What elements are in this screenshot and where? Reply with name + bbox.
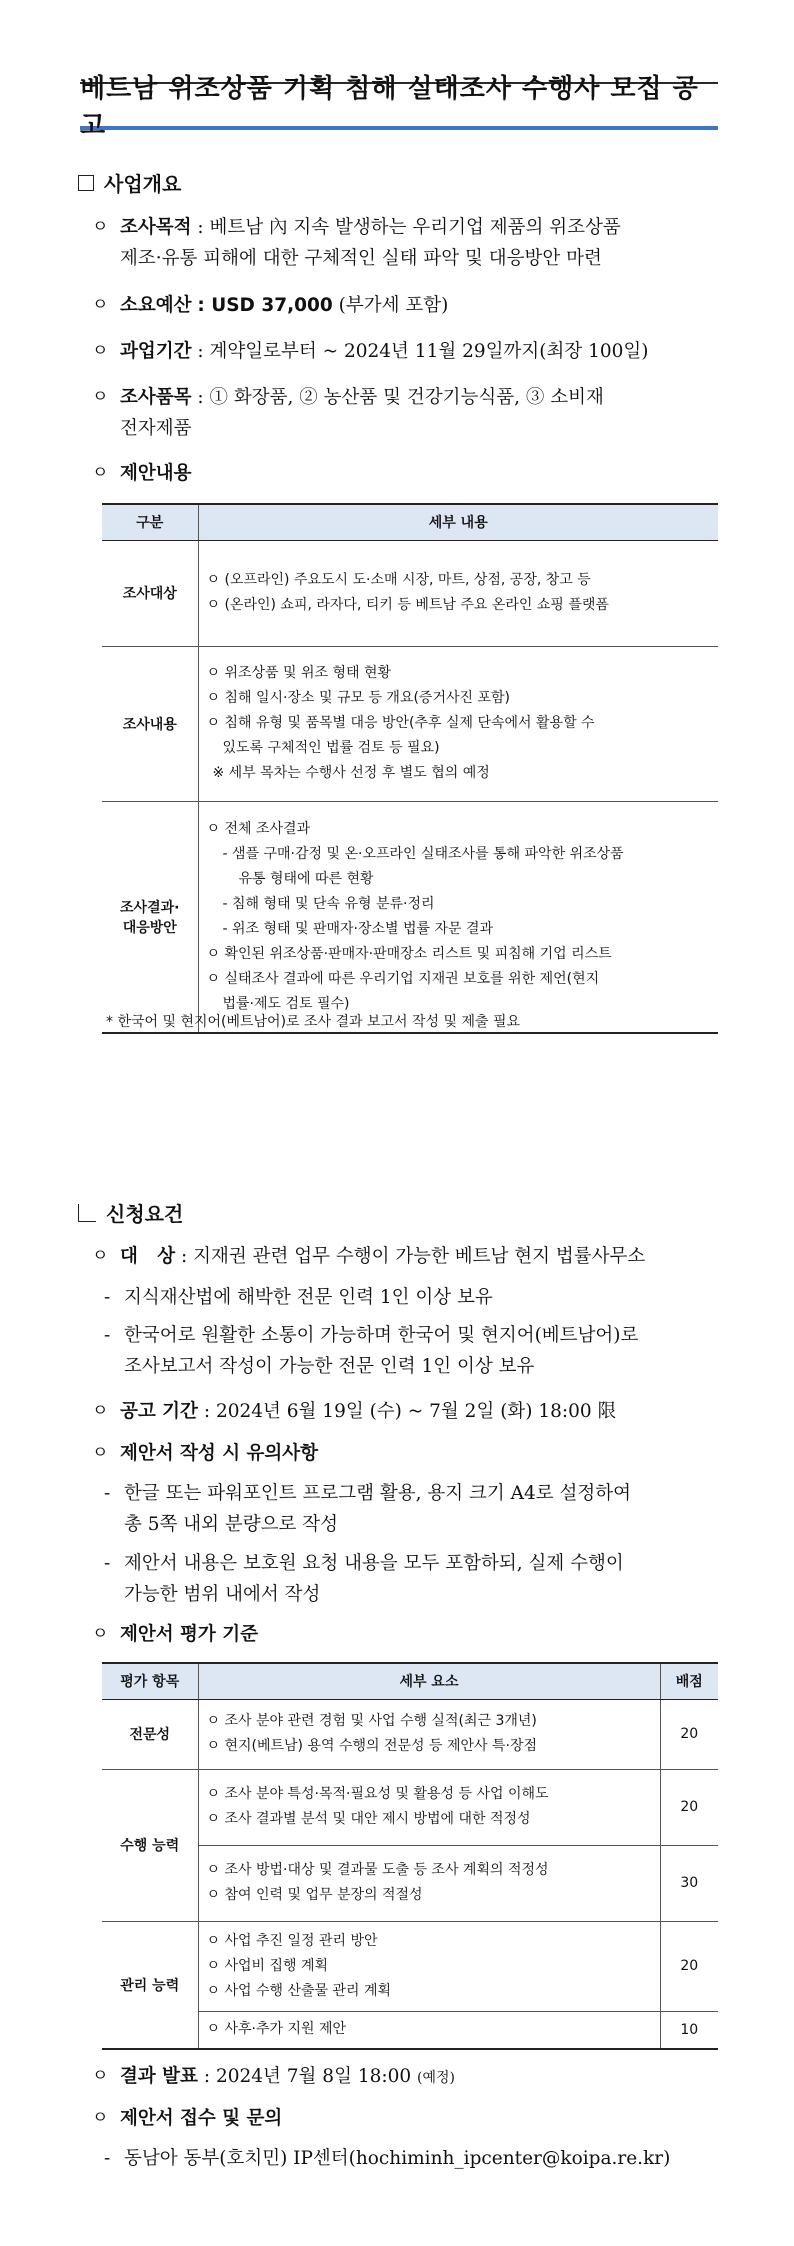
contact-item: ㅇ 제안서 접수 및 문의	[92, 2103, 732, 2134]
criteria-item: ㅇ 제안서 평가 기준	[92, 1619, 732, 1650]
table-cell-detail: ㅇ 사후·추가 지원 제안	[198, 2011, 660, 2049]
table-row	[102, 1921, 718, 2011]
table-cell-category: 조사대상	[102, 540, 198, 646]
purpose-item: ㅇ 조사목적 : 베트남 內 지속 발생하는 우리기업 제품의 위조상품 제조·유통 피해에 대한 구체적인 실태 파악 및 대응방안 마련	[92, 212, 732, 274]
notice-period-item: ㅇ 공고 기간 : 2024년 6월 19일 (수) ~ 7월 2일 (화) 18:00 限	[92, 1396, 732, 1427]
target-sub-item: - 한국어로 원활한 소통이 가능하며 한국어 및 현지어(베트남어)로 조사보고서 작성이 가능한 전문 인력 1인 이상 보유	[104, 1325, 639, 1377]
content-table	[102, 503, 718, 1034]
circle-bullet-icon: ㅇ	[92, 1624, 109, 1644]
circle-bullet-icon: ㅇ	[92, 1246, 109, 1266]
table-cell-category: 조사결과· 대응방안	[102, 801, 198, 1033]
proposal-heading: ㅇ 제안내용	[92, 458, 732, 489]
eval-header-item: 평가 항목	[102, 1663, 198, 1699]
table-row	[102, 1769, 718, 1845]
table-row	[102, 540, 718, 646]
section-overview-heading: 사업개요	[78, 168, 181, 197]
target-sub-item: - 지식재산법에 해박한 전문 인력 1인 이상 보유	[104, 1287, 493, 1308]
writing-guide-item: ㅇ 제안서 작성 시 유의사항	[92, 1438, 732, 1469]
content-table-header-detail: 세부 내용	[198, 504, 718, 540]
circle-bullet-icon: ㅇ	[92, 217, 109, 237]
result-item: ㅇ 결과 발표 : 2024년 7월 8일 18:00 (예정)	[92, 2061, 732, 2094]
table-cell-detail: ㅇ 전체 조사결과 - 샘플 구매·감정 및 온·오프라인 실태조사를 통해 파악한 위조상품 유통 형태에 따른 현황 - 침해 형태 및 단속 유형 분류·정리 - 위조 형태 및 판매자·장소별 법률 자문 결과 ㅇ 확인된 위조상품·판매자·판매장소 리스트 및 피침해 기업 리스트 ㅇ 실태조사 결과에 따른 우리기업 지재권 보호를 위한 제언(현지 법률·제도 검토 필수)	[198, 801, 718, 1033]
table-cell-detail: ㅇ 조사 방법·대상 및 결과물 도출 등 조사 계획의 적정성 ㅇ 참여 인력 및 업무 분장의 적절성	[198, 1845, 660, 1921]
table-footnote: * 한국어 및 현지어(베트남어)로 조사 결과 보고서 작성 및 제출 필요	[106, 1014, 521, 1030]
table-cell-detail: ㅇ 조사 분야 특성·목적·필요성 및 활용성 등 사업 이해도 ㅇ 조사 결과별 분석 및 대안 제시 방법에 대한 적정성	[198, 1769, 660, 1845]
table-row	[102, 1699, 718, 1769]
table-cell-detail: ㅇ 위조상품 및 위조 형태 현황 ㅇ 침해 일시·장소 및 규모 등 개요(증거사진 포함) ㅇ 침해 유형 및 품목별 대응 방안(추후 실제 단속에서 활용할 수 있도록 구체적인 법률 검토 등 필요) ※ 세부 목차는 수행사 선정 후 별도 협의 예정	[198, 646, 718, 801]
page-title: 베트남 위조상품 기획 침해 실태조사 수행사 모집 공고	[80, 74, 699, 141]
circle-bullet-icon: ㅇ	[92, 463, 109, 483]
table-row	[102, 646, 718, 801]
circle-bullet-icon: ㅇ	[92, 341, 109, 361]
circle-bullet-icon: ㅇ	[92, 1443, 109, 1463]
table-cell-score: 20	[660, 1699, 718, 1769]
table-cell-category: 조사내용	[102, 646, 198, 801]
table-cell-detail: ㅇ (오프라인) 주요도시 도·소매 시장, 마트, 상점, 공장, 창고 등 ㅇ (온라인) 쇼피, 라자다, 티키 등 베트남 주요 온라인 쇼핑 플랫폼	[198, 540, 718, 646]
contact-line: - 동남아 동부(호치민) IP센터(hochiminh_ipcenter@koipa.re.kr)	[104, 2148, 671, 2169]
section-requirements-heading: 신청요건	[78, 1198, 183, 1227]
table-cell-detail: ㅇ 조사 분야 관련 경험 및 사업 수행 실적(최근 3개년) ㅇ 현지(베트남) 용역 수행의 전문성 등 제안사 특·장점	[198, 1699, 660, 1769]
table-cell-score: 10	[660, 2011, 718, 2049]
table-cell-score: 30	[660, 1845, 718, 1921]
items-item: ㅇ 조사품목 : ① 화장품, ② 농산품 및 건강기능식품, ③ 소비재 전자제품	[92, 382, 732, 444]
circle-bullet-icon: ㅇ	[92, 295, 109, 315]
content-table-header-category: 구분	[102, 504, 198, 540]
evaluation-table	[102, 1662, 718, 2050]
table-cell-detail: ㅇ 사업 추진 일정 관리 방안 ㅇ 사업비 집행 계획 ㅇ 사업 수행 산출물 관리 계획	[198, 1921, 660, 2011]
target-item: ㅇ 대 상 : 지재권 관련 업무 수행이 가능한 베트남 현지 법률사무소	[92, 1241, 732, 1272]
circle-bullet-icon: ㅇ	[92, 2066, 109, 2086]
table-row	[102, 801, 718, 1033]
eval-header-detail: 세부 요소	[198, 1663, 660, 1699]
circle-bullet-icon: ㅇ	[92, 387, 109, 407]
square-bullet-icon	[78, 175, 94, 191]
table-cell-category: 수행 능력	[102, 1769, 198, 1921]
title-box	[80, 74, 718, 141]
period-item: ㅇ 과업기간 : 계약일로부터 ~ 2024년 11월 29일까지(최장 100일)	[92, 336, 732, 367]
table-cell-score: 20	[660, 1769, 718, 1845]
writing-sub-item: - 한글 또는 파워포인트 프로그램 활용, 용지 크기 A4로 설정하여 총 5쪽 내외 분량으로 작성	[104, 1483, 631, 1535]
table-cell-category: 관리 능력	[102, 1921, 198, 2049]
corner-bullet-icon	[78, 1204, 96, 1222]
eval-header-score: 배점	[660, 1663, 718, 1699]
circle-bullet-icon: ㅇ	[92, 2108, 109, 2128]
writing-sub-item: - 제안서 내용은 보호원 요청 내용을 모두 포함하되, 실제 수행이 가능한 범위 내에서 작성	[104, 1553, 624, 1605]
circle-bullet-icon: ㅇ	[92, 1401, 109, 1421]
table-cell-category: 전문성	[102, 1699, 198, 1769]
budget-item: ㅇ 소요예산 : USD 37,000 (부가세 포함)	[92, 290, 732, 321]
table-cell-score: 20	[660, 1921, 718, 2011]
